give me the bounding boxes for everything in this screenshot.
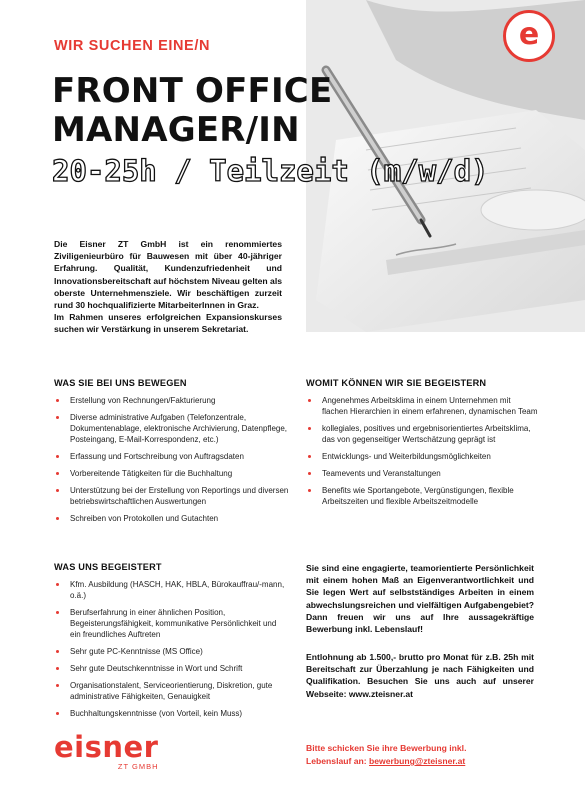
closing-paragraph-2: Entlohnung ab 1.500,- brutto pro Monat für z.B. 25h mit Bereitschaft zur Überzahlung je nach Fähigkeiten und Qualifikation. Besuchen Sie uns auch auf unserer Webseite: www.zteisner.at [306,652,534,699]
list-item: Erstellung von Rechnungen/Fakturierung [54,395,292,406]
title-line-2: MANAGER/IN [52,110,300,150]
list-item: Schreiben von Protokollen und Gutachten [54,513,292,524]
brand-logo [54,730,159,771]
list-item: Angenehmes Arbeitsklima in einem Unternehmen mit flachen Hierarchien in einem erfahrenen, dynamischen Team [306,395,538,417]
title-line-1: FRONT OFFICE [52,71,333,111]
intro-text [54,238,282,336]
apply-email-link[interactable]: bewerbung@zteisner.at [369,756,466,766]
tasks-list [54,395,292,530]
list-item: Unterstützung bei der Erstellung von Reportings und diversen betriebswirtschaftlichen Auswertungen [54,485,292,507]
list-item: Organisationstalent, Serviceorientierung, Diskretion, gute administrative Fähigkeiten, Genauigkeit [54,680,286,702]
brand-wordmark: eisner [54,730,159,764]
benefits-list [306,395,538,513]
logo-letter: e [518,16,540,52]
intro-paragraph-2: Im Rahmen unseres erfolgreichen Expansionskurses suchen wir Verstärkung in unserem Sekretariat. [54,312,282,335]
benefits-heading: WOMIT KÖNNEN WIR SIE BEGEISTERN [306,378,487,388]
list-item: Sehr gute PC-Kenntnisse (MS Office) [54,646,286,657]
intro-paragraph-1: Die Eisner ZT GmbH ist ein renommiertes Ziviligenieurbüro für Bauwesen mit über 40-jähriger Erfahrung. Qualität, Kundenzufriedenheit und Innovationsbereitschaft auf höchstem Niveau gelten als oberste Unternehmensziele. Wir beschäftigen zurzeit rund 30 hochqualifizierte MitarbeiterInnen in Graz. [54,239,282,311]
requirements-heading: WAS UNS BEGEISTERT [54,562,162,572]
list-item: Sehr gute Deutschkenntnisse in Wort und Schrift [54,663,286,674]
list-item: Erfassung und Fortschreibung von Auftragsdaten [54,451,292,462]
list-item: Kfm. Ausbildung (HASCH, HAK, HBLA, Bürokauffrau/-mann, o.ä.) [54,579,286,601]
apply-note [306,742,466,768]
list-item: Vorbereitende Tätigkeiten für die Buchhaltung [54,468,292,479]
list-item: Berufserfahrung in einer ähnlichen Position, Begeisterungsfähigkeit, kommunikative Persönlichkeit und ein freundliches Auftreten [54,607,286,640]
kicker: WIR SUCHEN EINE/N [54,38,211,54]
apply-line-1: Bitte schicken Sie ihre Bewerbung inkl. [306,743,467,753]
page-subtitle: 20-25h / Teilzeit (m/w/d) [52,154,489,188]
list-item: Entwicklungs- und Weiterbildungsmöglichkeiten [306,451,538,462]
apply-line-2 [306,755,466,768]
list-item: Diverse administrative Aufgaben (Telefonzentrale, Dokumentenablage, elektronische Archivierung, Datenpflege, Posteingang, E-Mail-Korrespondenz, etc.) [54,412,292,445]
closing-paragraph-1: Sie sind eine engagierte, teamorientierte Persönlichkeit mit einem hohen Maß an Eigenverantwortlichkeit und Sie legen Wert auf selbstständiges Arbeiten in einem abwechslungsreichen und vielfältigen Aufgabengebiet? Dann freuen wir uns auf Ihre aussagekräftige Bewerbung inkl. Lebenslauf! [306,563,534,635]
brand-subline: ZT GMBH [117,762,159,771]
brand-logo-mark [503,10,555,62]
requirements-list [54,579,286,725]
tasks-heading: WAS SIE BEI UNS BEWEGEN [54,378,187,388]
list-item: Teamevents und Veranstaltungen [306,468,538,479]
list-item: kollegiales, positives und ergebnisorientiertes Arbeitsklima, das von gegenseitiger Wertschätzung geprägt ist [306,423,538,445]
apply-prefix: Lebenslauf an: [306,756,370,766]
page-title [52,72,332,150]
list-item: Benefits wie Sportangebote, Vergünstigungen, flexible Arbeitszeiten und flexible Arbeitszeitmodelle [306,485,538,507]
list-item: Buchhaltungskenntnisse (von Vorteil, kein Muss) [54,708,286,719]
